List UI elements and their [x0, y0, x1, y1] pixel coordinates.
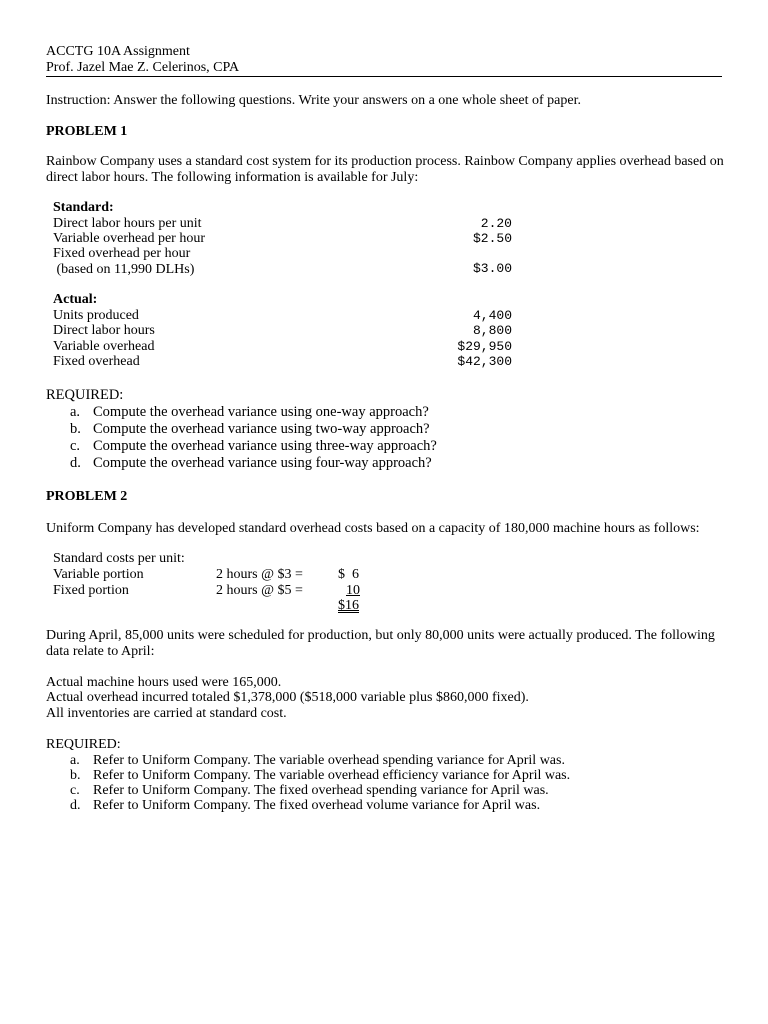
- problem1-required-label: REQUIRED:: [46, 387, 124, 403]
- course-title: ACCTG 10A Assignment: [46, 44, 190, 59]
- cost-calc: 2 hours @ $5 =: [216, 583, 303, 598]
- actual-value: $42,300: [457, 354, 512, 369]
- list-item: Compute the overhead variance using four-way approach?: [93, 455, 432, 471]
- instruction-text: Instruction: Answer the following questions. Write your answers on a one whole sheet of paper.: [46, 93, 581, 108]
- problem2-title: PROBLEM 2: [46, 489, 128, 504]
- standard-label: Direct labor hours per unit: [53, 216, 202, 231]
- header-divider: [46, 76, 722, 77]
- cost-label: Fixed portion: [53, 583, 129, 598]
- standard-label: Variable overhead per hour: [53, 231, 205, 246]
- standard-value: $2.50: [472, 231, 512, 246]
- cost-total: $16: [338, 598, 359, 613]
- cost-amount: 10: [346, 583, 360, 598]
- cost-label: Variable portion: [53, 567, 144, 582]
- list-marker: a.: [70, 753, 80, 768]
- professor-name: Prof. Jazel Mae Z. Celerinos, CPA: [46, 60, 240, 75]
- problem1-intro: Rainbow Company uses a standard cost system for its production process. Rainbow Company applies overhead based on direct labor hours. The following information is available for July:: [46, 154, 724, 185]
- fact-line: All inventories are carried at standard cost.: [46, 706, 287, 721]
- actual-value: $29,950: [457, 339, 512, 354]
- list-item: Refer to Uniform Company. The variable overhead efficiency variance for April was.: [93, 768, 571, 783]
- list-item: Refer to Uniform Company. The variable overhead spending variance for April was.: [93, 753, 565, 768]
- list-marker: a.: [70, 404, 81, 420]
- list-item: Compute the overhead variance using two-way approach?: [93, 421, 430, 437]
- cost-heading: Standard costs per unit:: [53, 551, 185, 566]
- standard-value: 2.20: [480, 216, 512, 231]
- list-item: Compute the overhead variance using three-way approach?: [93, 438, 437, 454]
- list-item: Refer to Uniform Company. The fixed overhead spending variance for April was.: [93, 783, 549, 798]
- list-marker: c.: [70, 438, 81, 454]
- cost-amount: $ 6: [338, 567, 359, 582]
- actual-value: 4,400: [472, 308, 512, 323]
- list-marker: d.: [70, 798, 81, 813]
- actual-label: Variable overhead: [53, 339, 155, 354]
- april-text: During April, 85,000 units were scheduled for production, but only 80,000 units were actually produced. The following data relate to April:: [46, 628, 715, 659]
- fact-line: Actual overhead incurred totaled $1,378,000 ($518,000 variable plus $860,000 fixed).: [46, 690, 529, 705]
- actual-value: 8,800: [472, 323, 512, 338]
- list-marker: c.: [70, 783, 80, 798]
- list-marker: b.: [70, 421, 81, 437]
- actual-heading: Actual:: [53, 292, 98, 307]
- actual-label: Direct labor hours: [53, 323, 155, 338]
- problem1-title: PROBLEM 1: [46, 124, 128, 139]
- standard-label: Fixed overhead per hour: [53, 246, 191, 261]
- actual-label: Fixed overhead: [53, 354, 140, 369]
- list-item: Refer to Uniform Company. The fixed overhead volume variance for April was.: [93, 798, 541, 813]
- fact-line: Actual machine hours used were 165,000.: [46, 675, 282, 690]
- list-marker: b.: [70, 768, 81, 783]
- standard-label: (based on 11,990 DLHs): [53, 262, 195, 277]
- standard-heading: Standard:: [53, 200, 114, 215]
- list-marker: d.: [70, 455, 81, 471]
- actual-label: Units produced: [53, 308, 139, 323]
- standard-value: $3.00: [472, 261, 512, 276]
- problem2-required-label: REQUIRED:: [46, 737, 121, 752]
- cost-calc: 2 hours @ $3 =: [216, 567, 303, 582]
- list-item: Compute the overhead variance using one-way approach?: [93, 404, 429, 420]
- problem2-intro: Uniform Company has developed standard overhead costs based on a capacity of 180,000 machine hours as follows:: [46, 521, 700, 536]
